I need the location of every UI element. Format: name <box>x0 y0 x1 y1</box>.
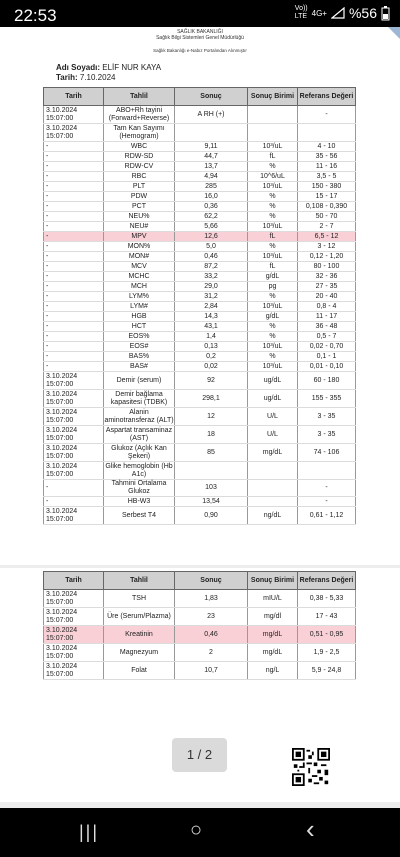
cell-test: Üre (Serum/Plazma) <box>104 608 175 626</box>
cell-ref: 1,9 - 2,5 <box>298 644 356 662</box>
cell-unit: % <box>248 202 298 212</box>
table-row <box>44 342 356 352</box>
cell-result: 87,2 <box>175 262 248 272</box>
cell-result: 4,94 <box>175 172 248 182</box>
table-row <box>44 106 356 124</box>
cell-test: Folat <box>104 662 175 680</box>
cell-ref: 3 - 35 <box>298 426 356 444</box>
table-row <box>44 332 356 342</box>
qr-code-icon <box>292 748 330 786</box>
cell-unit: % <box>248 192 298 202</box>
cell-date: - <box>44 182 104 192</box>
cell-test: Tam Kan Sayımı (Hemogram) <box>104 124 175 142</box>
cell-ref: 155 - 355 <box>298 390 356 408</box>
cell-date: - <box>44 292 104 302</box>
cell-ref: 0,02 - 0,70 <box>298 342 356 352</box>
cell-test: Demir bağlama kapasitesi (TDBK) <box>104 390 175 408</box>
cell-ref: 5,9 - 24,8 <box>298 662 356 680</box>
col-date: Tarih <box>44 572 104 590</box>
cell-unit: % <box>248 332 298 342</box>
cell-ref: 2 - 7 <box>298 222 356 232</box>
col-date: Tarih <box>44 88 104 106</box>
table-row <box>44 644 356 662</box>
cell-test: EOS% <box>104 332 175 342</box>
cell-test: HB-W3 <box>104 497 175 507</box>
col-unit: Sonuç Birimi <box>248 572 298 590</box>
cell-date: - <box>44 322 104 332</box>
cell-date: - <box>44 142 104 152</box>
cell-result <box>175 124 248 142</box>
cell-test: BAS# <box>104 362 175 372</box>
cell-ref: 0,61 - 1,12 <box>298 507 356 525</box>
signal-icon <box>331 7 345 19</box>
table-row <box>44 142 356 152</box>
cell-ref: 32 - 36 <box>298 272 356 282</box>
cell-test: HGB <box>104 312 175 322</box>
cell-result: 12 <box>175 408 248 426</box>
results-table-2 <box>43 571 356 680</box>
cell-ref: 27 - 35 <box>298 282 356 292</box>
recents-icon[interactable]: ||| <box>79 822 100 842</box>
cell-unit: % <box>248 352 298 362</box>
cell-ref: 80 - 100 <box>298 262 356 272</box>
table-row <box>44 124 356 142</box>
cell-ref: 0,01 - 0,10 <box>298 362 356 372</box>
cell-date: 3.10.2024 15:07:00 <box>44 390 104 408</box>
cell-test: Glike hemoglobin (Hb A1c) <box>105 462 173 478</box>
cell-result: 0,46 <box>175 252 248 262</box>
clock: 22:53 <box>14 6 57 25</box>
cell-date: 3.10.2024 15:07:00 <box>44 662 104 680</box>
cell-date: - <box>44 212 104 222</box>
cell-test: BAS% <box>104 352 175 362</box>
cell-result: 0,02 <box>175 362 248 372</box>
col-ref: Referans Değeri <box>298 88 356 106</box>
cell-date: - <box>44 352 104 362</box>
cell-ref: 20 - 40 <box>298 292 356 302</box>
cell-result: A RH (+) <box>175 106 248 124</box>
table-row <box>44 262 356 272</box>
table-row <box>44 202 356 212</box>
cell-unit: fL <box>248 232 298 242</box>
cell-test: MON% <box>104 242 175 252</box>
cell-result: 0,13 <box>175 342 248 352</box>
cell-ref: 17 - 43 <box>298 608 356 626</box>
cell-date: 3.10.2024 15:07:00 <box>44 106 104 124</box>
cell-ref: - <box>298 497 356 507</box>
cell-unit: mg/dL <box>248 644 298 662</box>
cell-test: PLT <box>104 182 175 192</box>
cell-ref: 3 - 35 <box>298 408 356 426</box>
cell-test: RDW-CV <box>104 162 175 172</box>
cell-ref: 15 - 17 <box>298 192 356 202</box>
cell-test: PDW <box>104 192 175 202</box>
cell-date: - <box>44 332 104 342</box>
cell-test: NEU% <box>104 212 175 222</box>
col-ref: Referans Değeri <box>298 572 356 590</box>
cell-date: 3.10.2024 15:07:00 <box>44 462 104 480</box>
home-icon[interactable]: ○ <box>190 819 203 841</box>
network-type: 4G+ <box>311 8 327 18</box>
cell-date: - <box>44 232 104 242</box>
cell-date: - <box>44 192 104 202</box>
cell-unit: 10³/uL <box>248 222 298 232</box>
table-row <box>44 272 356 282</box>
table-row <box>44 192 356 202</box>
table-row <box>44 232 356 242</box>
cell-date: 3.10.2024 15:07:00 <box>44 372 104 390</box>
cell-ref: 0,8 - 4 <box>298 302 356 312</box>
cell-ref: 35 - 56 <box>298 152 356 162</box>
cell-test: WBC <box>104 142 175 152</box>
cell-test: Tahmini Ortalama Glukoz <box>104 480 175 497</box>
table-row <box>44 352 356 362</box>
cell-ref: 60 - 180 <box>298 372 356 390</box>
cell-test: TSH <box>104 590 175 608</box>
cell-result: 85 <box>175 444 248 462</box>
cell-result: 0,2 <box>175 352 248 362</box>
table-row <box>44 312 356 322</box>
cell-result: 0,46 <box>175 626 248 644</box>
cell-test: MPV <box>104 232 175 242</box>
cell-unit <box>248 497 298 507</box>
table-row <box>44 222 356 232</box>
cell-unit <box>248 124 298 142</box>
table-row <box>44 480 356 497</box>
document-page-1 <box>0 27 400 565</box>
cell-date: - <box>44 202 104 212</box>
cell-date: 3.10.2024 15:07:00 <box>44 408 104 426</box>
cell-unit: pg <box>248 282 298 292</box>
cell-test: HCT <box>104 322 175 332</box>
cell-test: Aspartat transaminaz (AST) <box>104 426 175 444</box>
table-row <box>44 252 356 262</box>
cell-unit: 10^6/uL <box>248 172 298 182</box>
cell-date: 3.10.2024 15:07:00 <box>44 426 104 444</box>
cell-date: - <box>44 302 104 312</box>
cell-date: 3.10.2024 15:07:00 <box>44 507 104 525</box>
cell-unit: % <box>248 322 298 332</box>
cell-unit: mIU/L <box>248 590 298 608</box>
cell-unit: g/dL <box>248 312 298 322</box>
ministry-name: SAĞLIK BAKANLIĞI <box>177 29 223 35</box>
cell-ref: 3 - 12 <box>298 242 356 252</box>
cell-date: 3.10.2024 15:07:00 <box>44 608 104 626</box>
cell-unit: 10³/uL <box>248 142 298 152</box>
cell-ref: 150 - 380 <box>298 182 356 192</box>
table-row <box>44 426 356 444</box>
cell-unit: % <box>248 212 298 222</box>
cell-ref: 3,5 - 5 <box>298 172 356 182</box>
cell-result: 2,84 <box>175 302 248 312</box>
cell-unit: % <box>248 292 298 302</box>
cell-unit: 10³/uL <box>248 252 298 262</box>
cell-test: Magnezyum <box>104 644 175 662</box>
cell-unit: % <box>248 162 298 172</box>
col-result: Sonuç <box>175 572 248 590</box>
cell-ref: - <box>298 480 356 497</box>
cell-unit: 10³/uL <box>248 342 298 352</box>
cell-result: 0,90 <box>175 507 248 525</box>
table-row <box>44 372 356 390</box>
cell-date: 3.10.2024 15:07:00 <box>44 644 104 662</box>
cell-unit: 10³/uL <box>248 182 298 192</box>
cell-date: - <box>44 272 104 282</box>
cell-test: NEU# <box>104 222 175 232</box>
cell-result: 2 <box>175 644 248 662</box>
cell-unit: ng/L <box>248 662 298 680</box>
cell-date: - <box>44 172 104 182</box>
cell-date: - <box>44 312 104 322</box>
cell-unit: mg/dL <box>248 626 298 644</box>
cell-test: Alanin aminotransferaz (ALT) <box>104 408 174 424</box>
table-row <box>44 507 356 525</box>
table-row <box>44 242 356 252</box>
cell-result: 92 <box>175 372 248 390</box>
cell-ref: 11 - 17 <box>298 312 356 322</box>
cell-unit: U/L <box>248 426 298 444</box>
battery-icon <box>381 6 390 21</box>
cell-result: 18 <box>175 426 248 444</box>
cell-result: 13,7 <box>175 162 248 172</box>
cell-ref: 74 - 106 <box>298 444 356 462</box>
cell-result: 43,1 <box>175 322 248 332</box>
cell-ref: 0,51 - 0,95 <box>298 626 356 644</box>
cell-test: PCT <box>104 202 175 212</box>
cell-unit: g/dL <box>248 272 298 282</box>
cell-test: Demir (serum) <box>104 372 175 390</box>
cell-unit: 10³/uL <box>248 302 298 312</box>
cell-test: Glukoz (Açlık Kan Şekeri) <box>104 444 175 462</box>
cell-date: - <box>44 497 104 507</box>
cell-date: 3.10.2024 15:07:00 <box>44 444 104 462</box>
network-indicator: Vo)) LTE <box>294 5 308 20</box>
cell-ref: - <box>298 106 356 124</box>
cell-result: 103 <box>175 480 248 497</box>
cell-unit: U/L <box>248 408 298 426</box>
cell-date: - <box>44 342 104 352</box>
cell-test: RDW-SD <box>104 152 175 162</box>
cell-result <box>175 462 248 480</box>
table-row <box>44 362 356 372</box>
cell-unit: fL <box>248 152 298 162</box>
cell-ref <box>298 124 356 142</box>
cell-test: MON# <box>104 252 175 262</box>
results-table-1 <box>43 87 356 525</box>
cell-test: MCHC <box>104 272 175 282</box>
cell-ref: 6,5 - 12 <box>298 232 356 242</box>
page-indicator[interactable]: 1 / 2 <box>172 738 227 772</box>
cell-date: - <box>44 222 104 232</box>
cell-date: - <box>44 282 104 292</box>
cell-result: 5,66 <box>175 222 248 232</box>
cell-unit: fL <box>248 262 298 272</box>
cell-ref: 11 - 16 <box>298 162 356 172</box>
table-row <box>44 590 356 608</box>
table-row <box>44 626 356 644</box>
report-date: Tarih: 7.10.2024 <box>56 73 116 82</box>
cell-date: - <box>44 362 104 372</box>
col-test: Tahlil <box>104 88 175 106</box>
cell-unit <box>248 106 298 124</box>
cell-result: 5,0 <box>175 242 248 252</box>
cell-result: 298,1 <box>175 390 248 408</box>
table-row <box>44 322 356 332</box>
cell-date: - <box>44 480 104 497</box>
cell-result: 285 <box>175 182 248 192</box>
cell-test: LYM% <box>104 292 175 302</box>
table-row <box>44 162 356 172</box>
cell-test: EOS# <box>104 342 175 352</box>
cell-date: - <box>44 162 104 172</box>
cell-test: LYM# <box>104 302 175 312</box>
table-row <box>44 302 356 312</box>
cell-date: - <box>44 152 104 162</box>
cell-result: 12,6 <box>175 232 248 242</box>
cell-ref: 50 - 70 <box>298 212 356 222</box>
cell-date: - <box>44 262 104 272</box>
cell-unit: ug/dL <box>248 390 298 408</box>
cell-test: Serbest T4 <box>104 507 175 525</box>
android-navigation-bar <box>0 808 400 857</box>
cell-ref: 0,108 - 0,390 <box>298 202 356 212</box>
cell-unit: ug/dL <box>248 372 298 390</box>
cell-result: 13,54 <box>175 497 248 507</box>
table-row <box>44 408 356 426</box>
cell-unit: ng/dL <box>248 507 298 525</box>
cell-unit: mg/dL <box>248 444 298 462</box>
table-row <box>44 282 356 292</box>
battery-percent: %56 <box>348 5 377 21</box>
patient-name: Adı Soyadı: ELİF NUR KAYA <box>56 63 162 72</box>
cell-result: 14,3 <box>175 312 248 322</box>
cell-ref: 0,5 - 7 <box>298 332 356 342</box>
cell-date: - <box>44 242 104 252</box>
table-row <box>44 292 356 302</box>
table-row <box>44 390 356 408</box>
cell-result: 33,2 <box>175 272 248 282</box>
cell-unit <box>248 480 298 497</box>
cell-result: 62,2 <box>175 212 248 222</box>
cell-result: 1,83 <box>175 590 248 608</box>
cell-date: 3.10.2024 15:07:00 <box>44 590 104 608</box>
col-test: Tahlil <box>104 572 175 590</box>
col-unit: Sonuç Birimi <box>248 88 298 106</box>
cell-result: 1,4 <box>175 332 248 342</box>
cell-unit <box>248 462 298 480</box>
table-row <box>44 462 356 480</box>
cell-test: MCV <box>104 262 175 272</box>
cell-unit: mg/dl <box>248 608 298 626</box>
cell-result: 16,0 <box>175 192 248 202</box>
cell-ref <box>298 462 356 480</box>
cell-ref: 4 - 10 <box>298 142 356 152</box>
table-row <box>44 172 356 182</box>
cell-test: Kreatinin <box>104 626 175 644</box>
table-row <box>44 608 356 626</box>
cell-ref: 0,38 - 5,33 <box>298 590 356 608</box>
table-row <box>44 212 356 222</box>
cell-date: - <box>44 252 104 262</box>
cell-unit: 10³/uL <box>248 362 298 372</box>
cell-result: 29,0 <box>175 282 248 292</box>
cell-unit: % <box>248 242 298 252</box>
cell-result: 10,7 <box>175 662 248 680</box>
cell-test: ABO+Rh tayini (Forward+Reverse) <box>104 106 175 124</box>
back-icon[interactable]: ‹ <box>306 814 315 844</box>
cell-ref: 36 - 48 <box>298 322 356 332</box>
table-row <box>44 152 356 162</box>
directorate-name: Sağlık Bilgi Sistemleri Genel Müdürlüğü <box>156 35 244 41</box>
table-row <box>44 182 356 192</box>
cell-test: RBC <box>104 172 175 182</box>
cell-ref: 0,1 - 1 <box>298 352 356 362</box>
cell-result: 31,2 <box>175 292 248 302</box>
cell-result: 44,7 <box>175 152 248 162</box>
table-row <box>44 497 356 507</box>
cell-date: 3.10.2024 15:07:00 <box>44 124 104 142</box>
cell-result: 0,36 <box>175 202 248 212</box>
cell-date: 3.10.2024 15:07:00 <box>44 626 104 644</box>
portal-note: Sağlık Bakanlığı e-Nabız Portalından Alınmıştır <box>153 48 247 53</box>
table-row <box>44 444 356 462</box>
col-result: Sonuç <box>175 88 248 106</box>
table-row <box>44 662 356 680</box>
cell-result: 9,11 <box>175 142 248 152</box>
cell-test: MCH <box>104 282 175 292</box>
cell-result: 23 <box>175 608 248 626</box>
cell-ref: 0,12 - 1,20 <box>298 252 356 262</box>
